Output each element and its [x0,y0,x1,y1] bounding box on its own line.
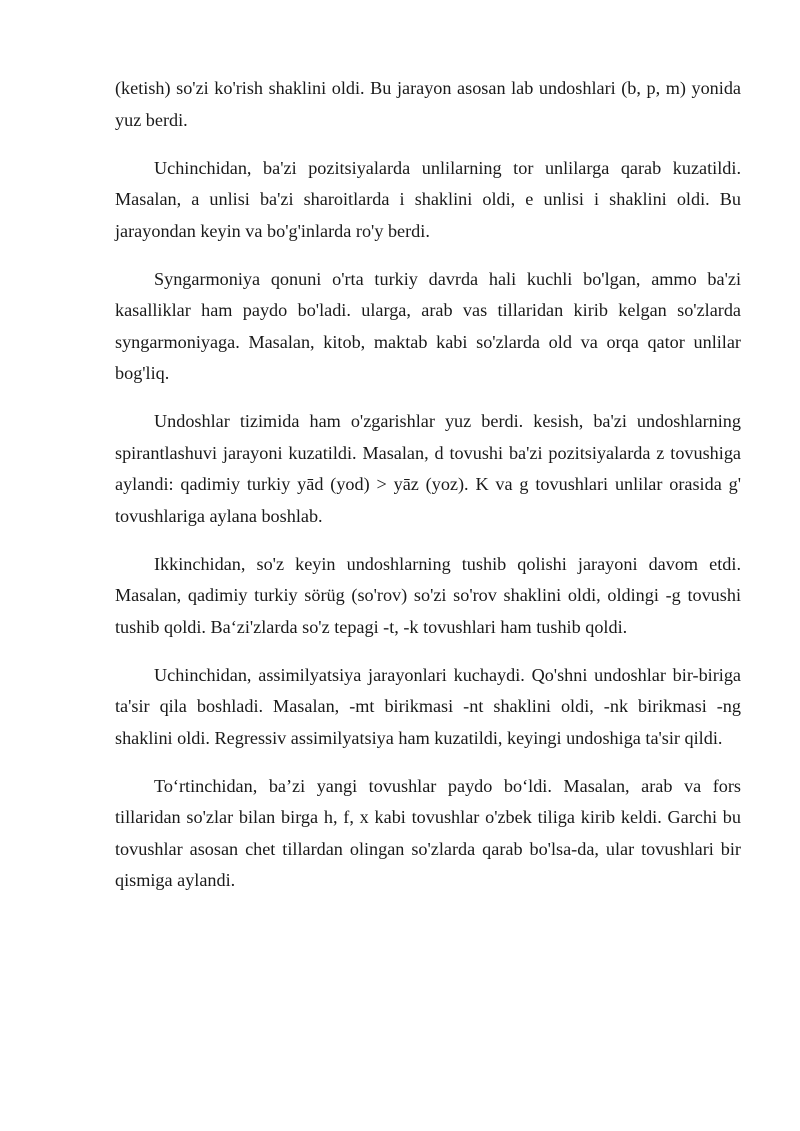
document-body [115,73,741,913]
paragraph-5: Ikkinchidan, so'z keyin undoshlarning tushib qolishi jarayoni davom etdi. Masalan, qadimiy turkiy sörüg (so'rov) so'zi so'rov shaklini oldi, oldingi -g tovushi tushib qoldi. Baʻzi'zlarda so'z tepagi -t, -k tovushlari ham tushib qoldi. [115,553,741,637]
paragraph-4: Undoshlar tizimida ham o'zgarishlar yuz berdi. kesish, ba'zi undoshlarning spirantlashuvi jarayoni kuzatildi. Masalan, d tovushi ba'zi pozitsiyalarda z tovushiga aylandi: qadimiy turkiy yād (yod) > yāz (yoz). K va g tovushlari unlilar orasida g' tovushlariga aylana boshlab. [115,411,741,526]
paragraph-1: (ketish) so'zi ko'rish shaklini oldi. Bu jarayon asosan lab undoshlari (b, p, m) yonida yuz berdi. [115,78,741,130]
paragraph-7: Toʻrtinchidan, baʼzi yangi tovushlar paydo boʻldi. Masalan, arab va fors tillaridan so'zlar bilan birga h, f, x kabi tovushlar o'zbek tiliga kirib keldi. Garchi bu tovushlar asosan chet tillardan olingan so'zlarda qarab bo'lsa-da, ular tovushlari bir qismiga aylandi. [115,775,741,890]
paragraph-6: Uchinchidan, assimilyatsiya jarayonlari kuchaydi. Qo'shni undoshlar bir-biriga ta'sir qila boshladi. Masalan, -mt birikmasi -nt shaklini oldi, -nk birikmasi -ng shaklini oldi. Regressiv assimilyatsiya ham kuzatildi, keyingi undoshiga ta'sir qildi. [115,664,741,748]
paragraph-3: Syngarmoniya qonuni o'rta turkiy davrda hali kuchli bo'lgan, ammo ba'zi kasalliklar ham paydo bo'ladi. ularga, arab vas tillaridan kirib kelgan so'zlarda syngarmoniyaga. Masalan, kitob, maktab kabi so'zlarda old va orqa qator unlilar bog'liq. [115,268,741,383]
paragraph-2: Uchinchidan, ba'zi pozitsiyalarda unlilarning tor unlilarga qarab kuzatildi. Masalan, a unlisi ba'zi sharoitlarda i shaklini oldi, e unlisi i shaklini oldi. Bu jarayondan keyin va bo'g'inlarda ro'y berdi. [115,157,741,241]
